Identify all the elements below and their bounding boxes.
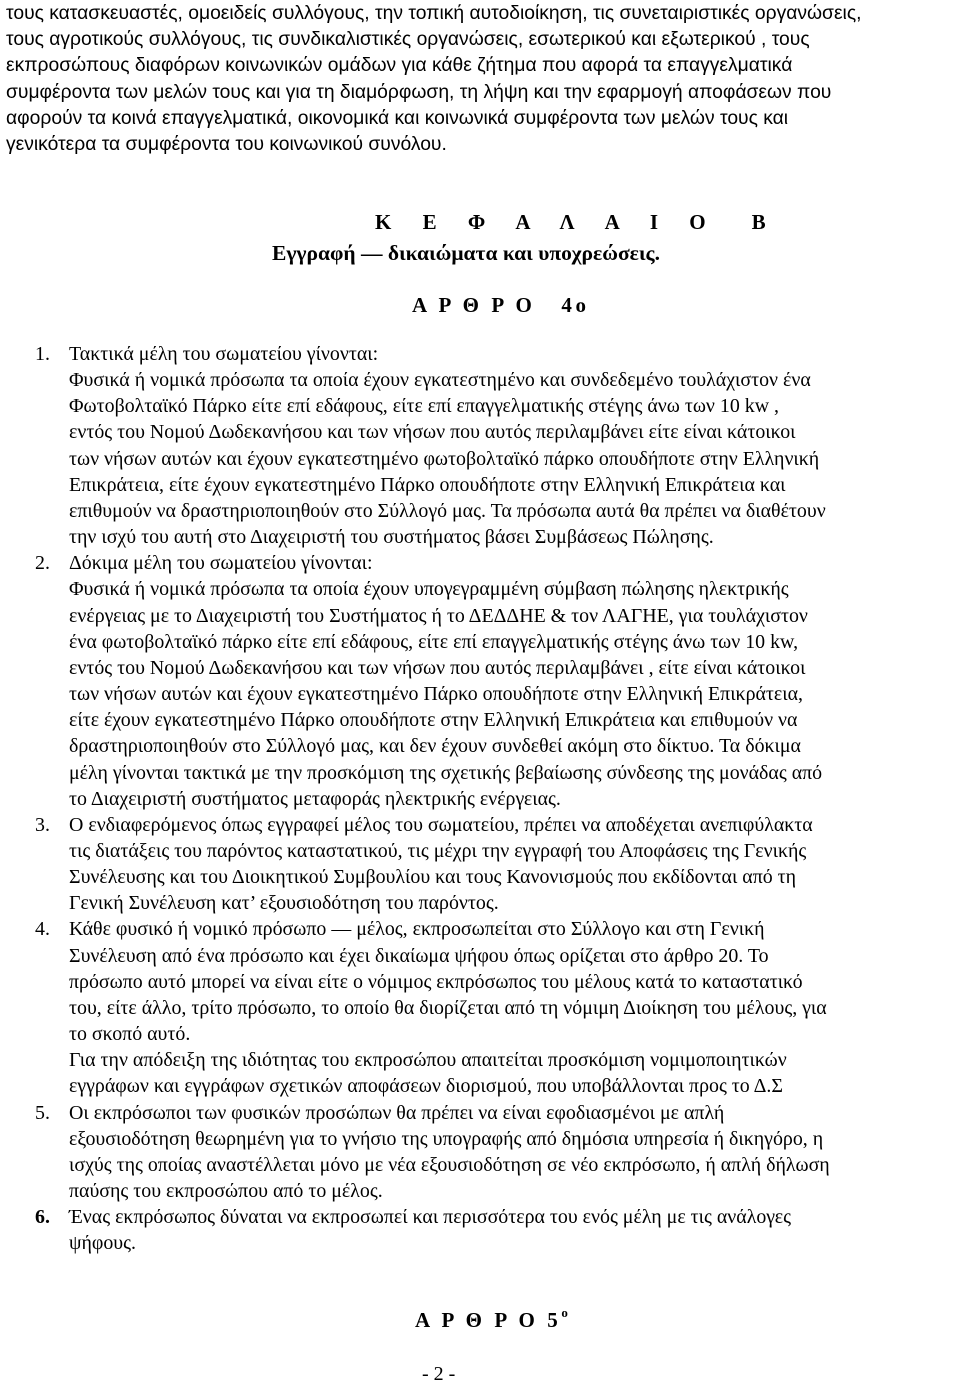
list-item [0, 812, 960, 917]
item-line: Ένας εκπρόσωπος δύναται να εκπροσωπεί και περισσότερα του ενός μέλη με τις ανάλογες [69, 1206, 791, 1229]
intro-line: τους αγροτικούς συλλόγους, τις συνδικαλιστικές οργανώσεις, εσωτερικού και εξωτερικού , τους [6, 29, 810, 51]
item-line: εγγράφων και εγγράφων σχετικών αποφάσεων διορισμού, που υποβάλλονται προς το Δ.Σ [69, 1075, 783, 1098]
chapter-subtitle: Εγγραφή — δικαιώματα και υποχρεώσεις. [272, 241, 660, 265]
item-line: το Διαχειριστή συστήματος μεταφοράς ηλεκτρικής ενέργειας. [69, 787, 561, 810]
chapter-heading [375, 210, 770, 235]
item-line: εντός του Νομού Δωδεκανήσου και των νήσων που αυτός περιλαμβάνει , είτε είναι κάτοικοι [69, 656, 806, 679]
list-item [0, 916, 960, 1099]
item-line: ένα φωτοβολταϊκό πάρκο είτε επί εδάφους, είτε επί επαγγελματικής στέγης άνω των 10 kw, [69, 630, 799, 653]
item-line: Δόκιμα μέλη του σωματείου γίνονται: [69, 552, 373, 575]
item-line: είτε έχουν εγκατεστημένο Πάρκο οπουδήποτε στην Ελληνική Επικράτεια και επιθυμούν να [69, 709, 798, 732]
item-line: Γενική Συνέλευση κατ’ εξουσιοδότηση του παρόντος. [69, 892, 499, 915]
intro-line: συμφέροντα των μελών τους και για τη διαμόρφωση, τη λήψη και την εφαρμογή αποφάσεων που [6, 81, 832, 103]
item-line: το σκοπό αυτό. [69, 1023, 191, 1046]
intro-line: εκπροσώπους διαφόρων κοινωνικών ομάδων για κάθε ζήτημα που αφορά τα επαγγελματικά [6, 55, 793, 77]
item-line: πρόσωπο αυτό μπορεί να είναι είτε ο νόμιμος εκπρόσωπος του μέλους κατά το καταστατικό [69, 970, 803, 993]
item-number: 4. [35, 918, 50, 941]
item-number: 6. [35, 1206, 50, 1229]
article-4-label: Α Ρ Θ Ρ Ο [412, 293, 536, 317]
article-5-suffix: ο [561, 1305, 568, 1320]
item-line: των νήσων αυτών και έχουν εγκατεστημένο φωτοβολταϊκό πάρκο οπουδήποτε στην Ελληνική [69, 447, 820, 470]
item-number: 5. [35, 1101, 50, 1124]
chapter-letter: Β [751, 210, 770, 234]
item-line: τις διατάξεις του παρόντος καταστατικού, τις μέχρι την εγγραφή του Αποφάσεις της Γενικής [69, 839, 807, 862]
item-line: την ισχύ του αυτή στο Διαχειριστή του συστήματος βάσει Συμβάσεως Πώλησης. [69, 526, 714, 549]
article-5-label: Α Ρ Θ Ρ Ο [415, 1308, 539, 1332]
item-line: Κάθε φυσικό ή νομικό πρόσωπο — μέλος, εκπροσωπείται στο Σύλλογο και στη Γενική [69, 918, 765, 941]
item-number: 2. [35, 552, 50, 575]
item-line: Επικράτεια, είτε έχουν εγκατεστημένο Πάρκο οπουδήποτε στην Ελληνική Επικράτεια και [69, 473, 786, 496]
item-line: επιθυμούν να δραστηριοποιηθούν στο Σύλλογό μας. Τα πρόσωπα αυτά θα πρέπει να διαθέτουν [69, 499, 826, 522]
item-line: Συνέλευσης και του Διοικητικού Συμβουλίου και τους Κανονισμούς που εκδίδονται από τη [69, 866, 797, 889]
article-4-number: 4ο [561, 293, 590, 317]
chapter-label: Κ Ε Φ Α Λ Α Ι Ο [375, 210, 710, 234]
item-line: Τακτικά μέλη του σωματείου γίνονται: [69, 343, 379, 365]
item-line: ψήφους. [69, 1232, 136, 1255]
item-line: παύσης του εκπροσώπου από το μέλος. [69, 1180, 383, 1202]
list-item [0, 341, 960, 550]
item-line: Φυσικά ή νομικά πρόσωπα τα οποία έχουν υπογεγραμμένη σύμβαση πώλησης ηλεκτρικής [69, 578, 789, 601]
page-number: - 2 - [422, 1363, 456, 1385]
item-line: μέλη γίνονται τακτικά με την προσκόμιση της σχετικής βεβαίωσης σύνδεσης της μονάδας από [69, 761, 823, 784]
article-4-heading [412, 293, 590, 318]
intro-paragraph [6, 1, 948, 158]
item-line: δραστηριοποιηθούν στο Σύλλογό μας, και δεν έχουν συνδεθεί ακόμη στο δίκτυο. Τα δόκιμα [69, 735, 801, 758]
intro-line: γενικότερα τα συμφέροντα του κοινωνικού συνόλου. [6, 134, 447, 156]
item-number: 1. [35, 343, 50, 365]
item-line: εξουσιοδότηση θεωρημένη για το γνήσιο της υπογραφής από δημόσια υπηρεσία ή δικηγόρο, η [69, 1127, 824, 1150]
item-line: Για την απόδειξη της ιδιότητας του εκπροσώπου απαιτείται προσκόμιση νομιμοποιητικών [69, 1049, 787, 1072]
article-4-items [0, 341, 960, 1256]
item-line: των νήσων αυτών και έχουν εγκατεστημένο Πάρκο οπουδήποτε στην Ελληνική Επικράτεια, [69, 683, 804, 706]
item-line: Συνέλευση από ένα πρόσωπο και έχει δικαίωμα ψήφου όπως ορίζεται στο άρθρο 20. Το [69, 944, 769, 967]
list-item [0, 1204, 960, 1256]
item-line: Ο ενδιαφερόμενος όπως εγγραφεί μέλος του σωματείου, πρέπει να αποδέχεται ανεπιφύλακτα [69, 813, 813, 836]
item-line: Οι εκπρόσωποι των φυσικών προσώπων θα πρέπει να είναι εφοδιασμένοι με απλή [69, 1101, 725, 1124]
article-5-heading [415, 1307, 568, 1333]
list-item [0, 550, 960, 812]
item-line: ενέργειας με το Διαχειριστή του Συστήματος ή το ΔΕΔΔΗΕ & τον ΛΑΓΗΕ, για τουλάχιστον [69, 604, 808, 627]
item-line: Φωτοβολταϊκό Πάρκο είτε επί εδάφους, είτε επί επαγγελματικής στέγης άνω των 10 kw , [69, 395, 780, 418]
article-5-number: 5 [547, 1308, 562, 1332]
item-line: του, είτε άλλο, τρίτο πρόσωπο, το οποίο θα διορίζεται από τη νόμιμη Διοίκηση του μέλους, για [69, 996, 827, 1019]
list-item [0, 1100, 960, 1205]
intro-line: αφορούν τα κοινά επαγγελματικά, οικονομικά και κοινωνικά συμφέροντα των μελών τους και [6, 107, 789, 129]
intro-line: τους κατασκευαστές, ομοειδείς συλλόγους, την τοπική αυτοδιοίκηση, τις συνεταιριστικές οργανώσεις, [6, 3, 862, 24]
item-line: εντός του Νομού Δωδεκανήσου και των νήσων που αυτός περιλαμβάνει είτε είναι κάτοικοι [69, 421, 796, 444]
item-number: 3. [35, 813, 50, 836]
item-line: Φυσικά ή νομικά πρόσωπα τα οποία έχουν εγκατεστημένο και συνδεδεμένο τουλάχιστον ένα [69, 369, 811, 392]
item-line: ισχύς της οποίας αναστέλλεται μόνο με νέα εξουσιοδότηση σε νέο εκπρόσωπο, ή απλή δήλωση [69, 1153, 830, 1176]
